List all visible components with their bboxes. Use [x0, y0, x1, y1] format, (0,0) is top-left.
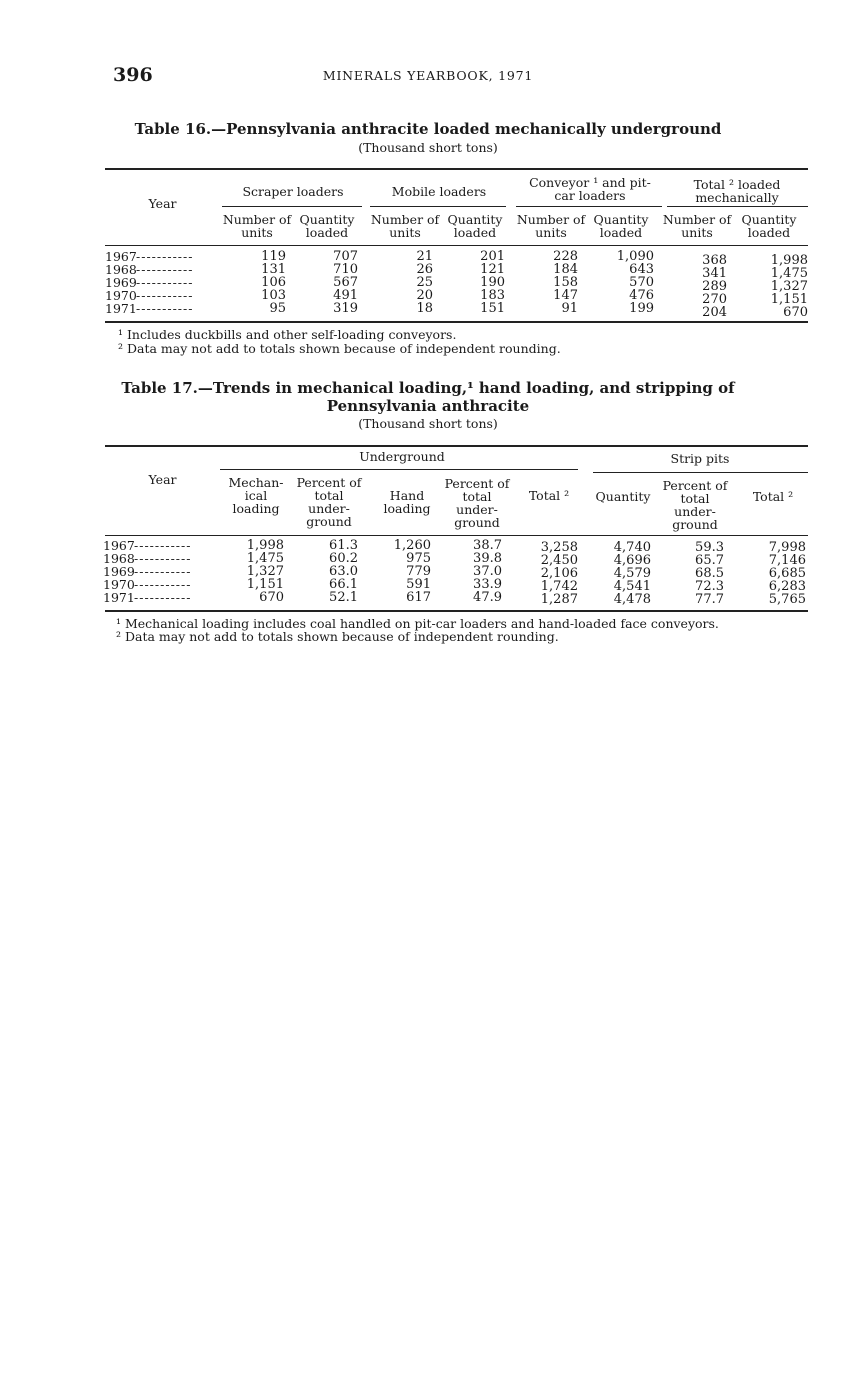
table17-cell: 6,283 — [768, 579, 806, 594]
table17-cell: 59.3 — [695, 540, 724, 555]
table16-cell: 183 — [480, 288, 505, 303]
table16-row-year: 1967 — [105, 249, 137, 264]
table17-cell: 4,696 — [613, 553, 651, 568]
table17-cell: 72.3 — [695, 579, 724, 594]
table16-cell: 707 — [333, 249, 358, 264]
table16-cell: 670 — [783, 305, 808, 320]
table17-cell: 47.9 — [473, 590, 502, 605]
table17-subhead: Percent of total under-ground — [662, 478, 728, 532]
table16-subhead: Number of units — [370, 212, 440, 240]
table16-cell: 1,327 — [770, 279, 808, 294]
table17-cell: 7,146 — [768, 553, 806, 568]
table17-cell: 33.9 — [473, 577, 502, 592]
table17-cell: 65.7 — [695, 553, 724, 568]
table17-subhead: Mechan-ical loading — [228, 475, 284, 516]
table16-cell: 228 — [553, 249, 578, 264]
table17-cell: 3,258 — [540, 540, 578, 555]
table17-cell: 60.2 — [329, 551, 358, 566]
table16-cell: 491 — [333, 288, 358, 303]
table17-units: (Thousand short tons) — [358, 416, 498, 431]
table16-cell: 199 — [629, 301, 654, 316]
table17-cell: 779 — [406, 564, 431, 579]
table16-footnote-1: ¹ Includes duckbills and other self-loading conveyors. — [118, 327, 457, 342]
table16-cell: 121 — [480, 262, 505, 277]
table16-subhead: Quantity loaded — [741, 212, 797, 240]
page-number: 396 — [113, 64, 153, 86]
table17-cell: 4,740 — [613, 540, 651, 555]
table17-cell: 61.3 — [329, 538, 358, 553]
table16-cell: 103 — [261, 288, 286, 303]
table17-cell: 4,541 — [613, 579, 651, 594]
table16-year-header: Year — [148, 196, 177, 211]
table17-cell: 1,151 — [246, 577, 284, 592]
table17-row-leader: ----------- — [134, 590, 192, 605]
table17-row-year: 1971 — [103, 590, 135, 605]
table16-footnote-2: ² Data may not add to totals shown because of independent rounding. — [118, 341, 561, 356]
table17-cell: 1,998 — [246, 538, 284, 553]
table17-group-strip: Strip pits — [670, 451, 730, 466]
table16-subhead: Quantity loaded — [447, 212, 503, 240]
table17-subhead: Hand loading — [383, 488, 431, 516]
table17-cell: 1,287 — [540, 592, 578, 607]
table16-row-year: 1968 — [105, 262, 137, 277]
table16-cell: 319 — [333, 301, 358, 316]
table17-year-header: Year — [148, 472, 177, 487]
table16-cell: 201 — [480, 249, 505, 264]
table16-title: Table 16.—Pennsylvania anthracite loaded mechanically underground — [134, 120, 722, 138]
table17-cell: 975 — [406, 551, 431, 566]
table16-top-rule — [105, 168, 808, 170]
table17-cell: 39.8 — [473, 551, 502, 566]
table16-cell: 91 — [561, 301, 578, 316]
table16-bottom-rule — [105, 321, 808, 323]
table16-cell: 570 — [629, 275, 654, 290]
table16-cell: 1,475 — [770, 266, 808, 281]
table16-cell: 95 — [269, 301, 286, 316]
table17-cell: 7,998 — [768, 540, 806, 555]
table16-row-year: 1971 — [105, 301, 137, 316]
table16-cell: 1,151 — [770, 292, 808, 307]
table16-cell: 151 — [480, 301, 505, 316]
table16-row-year: 1969 — [105, 275, 137, 290]
table17-cell: 5,765 — [768, 592, 806, 607]
table17-row-year: 1968 — [103, 551, 135, 566]
table16-subhead: Number of units — [516, 212, 586, 240]
table17-group-rule — [220, 469, 578, 470]
table16-row-leader: ----------- — [136, 262, 194, 277]
table17-subhead: Percent of total under-ground — [296, 475, 362, 529]
table16-row-leader: ----------- — [136, 301, 194, 316]
table17-row-year: 1969 — [103, 564, 135, 579]
table16-header-rule — [105, 245, 808, 246]
table17-bottom-rule — [105, 610, 808, 612]
table16-subhead: Number of units — [662, 212, 732, 240]
table16-group-rule — [667, 206, 808, 207]
table16-cell: 710 — [333, 262, 358, 277]
table17-footnote-2: ² Data may not add to totals shown because of independent rounding. — [116, 629, 559, 644]
table16-group-conveyor: Conveyor ¹ and pit-car loaders — [529, 175, 651, 203]
table16-cell: 25 — [416, 275, 433, 290]
running-head: MINERALS YEARBOOK, 1971 — [322, 68, 534, 83]
table16-cell: 20 — [416, 288, 433, 303]
table17-cell: 52.1 — [329, 590, 358, 605]
table17-row-leader: ----------- — [134, 564, 192, 579]
table16-cell: 190 — [480, 275, 505, 290]
table17-row-leader: ----------- — [134, 538, 192, 553]
table17-cell: 4,478 — [613, 592, 651, 607]
table16-row-leader: ----------- — [136, 288, 194, 303]
table17-cell: 1,742 — [540, 579, 578, 594]
table17-cell: 2,450 — [540, 553, 578, 568]
table16-cell: 106 — [261, 275, 286, 290]
table17-subhead: Quantity — [595, 489, 651, 504]
table17-title-line2: Pennsylvania anthracite — [326, 397, 530, 415]
table17-cell: 1,327 — [246, 564, 284, 579]
table16-group-rule — [516, 206, 662, 207]
table16-cell: 341 — [702, 266, 727, 281]
table16-group-rule — [222, 206, 362, 207]
table17-cell: 6,685 — [768, 566, 806, 581]
table16-cell: 18 — [416, 301, 433, 316]
table17-cell: 66.1 — [329, 577, 358, 592]
table16-cell: 147 — [553, 288, 578, 303]
table16-cell: 184 — [553, 262, 578, 277]
table16-row-leader: ----------- — [136, 275, 194, 290]
table17-group-rule — [593, 472, 808, 473]
table16-group-scraper: Scraper loaders — [242, 184, 344, 199]
table16-group-rule — [370, 206, 506, 207]
table17-cell: 4,579 — [613, 566, 651, 581]
table16-cell: 643 — [629, 262, 654, 277]
table16-units: (Thousand short tons) — [358, 140, 498, 155]
table17-row-year: 1970 — [103, 577, 135, 592]
table17-cell: 2,106 — [540, 566, 578, 581]
table17-row-leader: ----------- — [134, 577, 192, 592]
table16-cell: 158 — [553, 275, 578, 290]
table16-subhead: Quantity loaded — [299, 212, 355, 240]
table17-cell: 591 — [406, 577, 431, 592]
table17-subhead: Total ² — [528, 488, 570, 503]
table16-group-total: Total ² loaded mechanically — [693, 177, 781, 205]
table16-cell: 26 — [416, 262, 433, 277]
table16-group-mobile: Mobile loaders — [391, 184, 487, 199]
table17-cell: 38.7 — [473, 538, 502, 553]
table17-row-year: 1967 — [103, 538, 135, 553]
table16-subhead: Quantity loaded — [593, 212, 649, 240]
table17-cell: 617 — [406, 590, 431, 605]
table16-cell: 131 — [261, 262, 286, 277]
table17-cell: 68.5 — [695, 566, 724, 581]
table17-row-leader: ----------- — [134, 551, 192, 566]
table17-cell: 670 — [259, 590, 284, 605]
table16-cell: 368 — [702, 253, 727, 268]
table17-cell: 37.0 — [473, 564, 502, 579]
table17-subhead: Total ² — [752, 489, 794, 504]
table17-cell: 1,260 — [393, 538, 431, 553]
table16-cell: 1,998 — [770, 253, 808, 268]
table17-footnote-1: ¹ Mechanical loading includes coal handled on pit-car loaders and hand-loaded face conveyors. — [116, 616, 719, 631]
table16-cell: 270 — [702, 292, 727, 307]
table17-cell: 77.7 — [695, 592, 724, 607]
table16-cell: 476 — [629, 288, 654, 303]
table17-header-rule — [105, 535, 808, 536]
table17-title-line1: Table 17.—Trends in mechanical loading,¹ hand loading, and stripping of — [121, 379, 735, 397]
table16-row-leader: ----------- — [136, 249, 194, 264]
table16-cell: 289 — [702, 279, 727, 294]
table16-cell: 119 — [261, 249, 286, 264]
table17-top-rule — [105, 445, 808, 447]
table16-cell: 21 — [416, 249, 433, 264]
table17-subhead: Percent of total under-ground — [444, 476, 510, 530]
table16-subhead: Number of units — [222, 212, 292, 240]
table16-row-year: 1970 — [105, 288, 137, 303]
table17-cell: 1,475 — [246, 551, 284, 566]
table16-cell: 204 — [702, 305, 727, 320]
table17-group-underground: Underground — [359, 449, 445, 464]
table17-cell: 63.0 — [329, 564, 358, 579]
table16-cell: 567 — [333, 275, 358, 290]
table16-cell: 1,090 — [616, 249, 654, 264]
